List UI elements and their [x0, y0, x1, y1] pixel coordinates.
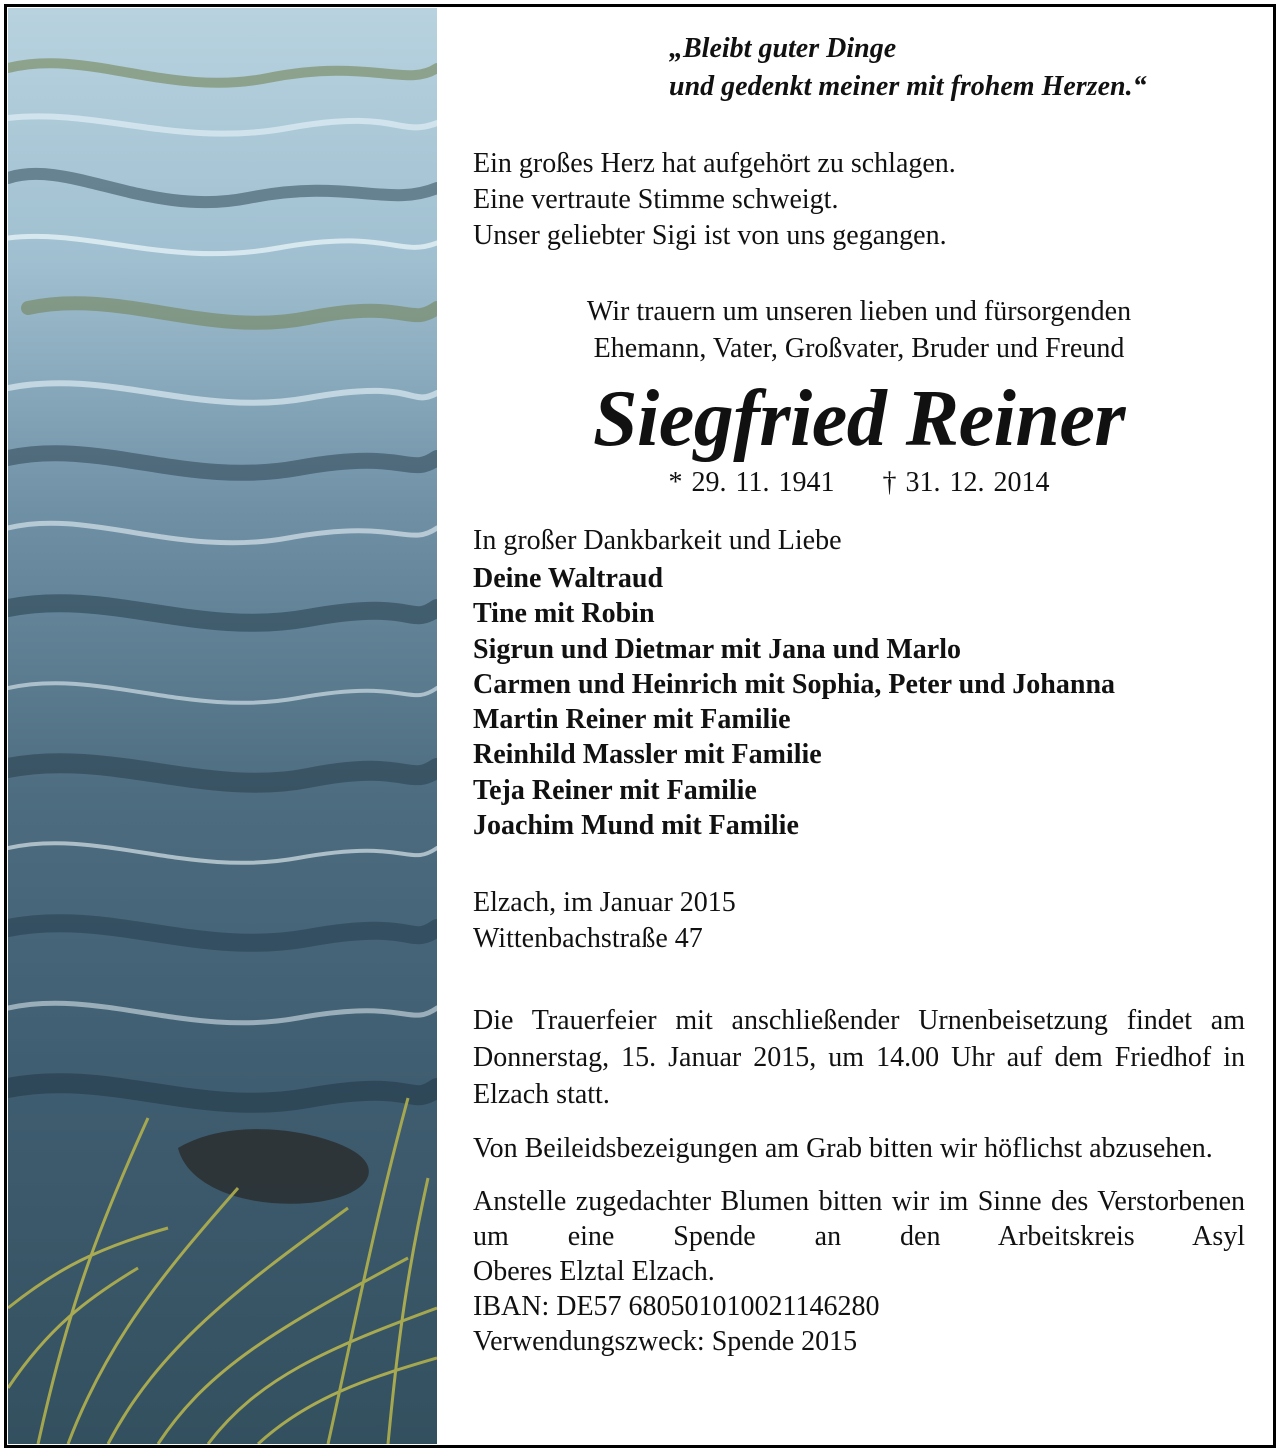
thanks-line: In großer Dankbarkeit und Liebe: [473, 525, 842, 556]
street-address: Wittenbachstraße 47: [473, 923, 703, 955]
family-member: Sigrun und Dietmar mit Jana und Marlo: [473, 633, 961, 665]
family-member: Teja Reiner mit Familie: [473, 774, 757, 806]
condolence-notice: Von Beileidsbezeigungen am Grab bitten wir höflichst abzusehen.: [473, 1133, 1213, 1165]
birth-date: * 29. 11. 1941: [668, 467, 835, 498]
mourning-line-2: Ehemann, Vater, Großvater, Bruder und Freund: [593, 333, 1125, 364]
donation-text: Anstelle zugedachter Blumen bitten wir im Sinne des Verstorbenen um eine Spende an den Arbeitskreis Asyl: [473, 1186, 1245, 1253]
intro-text: [473, 146, 1245, 254]
family-list: [473, 561, 1245, 843]
donation-notice: [473, 1184, 1245, 1359]
family-member: Tine mit Robin: [473, 598, 655, 630]
mourning-line-1: Wir trauern um unseren lieben und fürsorgenden: [586, 296, 1132, 327]
ceremony-notice: Die Trauerfeier mit anschließender Urnenbeisetzung findet am Donnerstag, 15. Januar 2015, um 14.00 Uhr auf dem Friedhof in Elzach statt.: [473, 1005, 1245, 1111]
life-dates: [473, 465, 1245, 501]
donation-last-line: Oberes Elztal Elzach.: [473, 1256, 715, 1288]
intro-line-1: Ein großes Herz hat aufgehört zu schlagen.: [473, 148, 956, 179]
family-member: Martin Reiner mit Familie: [473, 704, 791, 736]
family-member: Carmen und Heinrich mit Sophia, Peter und Johanna: [473, 668, 1116, 700]
water-photo: [8, 8, 437, 1444]
intro-line-2: Eine vertraute Stimme schweigt.: [473, 184, 839, 215]
family-member: Deine Waltraud: [473, 563, 664, 594]
intro-line-3: Unser geliebter Sigi ist von uns gegangen.: [473, 220, 947, 251]
place-and-address: [473, 885, 1245, 957]
family-member: Joachim Mund mit Familie: [473, 810, 799, 842]
deceased-name: Siegfried Reiner: [593, 375, 1125, 463]
motto-line-2: und gedenkt meiner mit frohem Herzen.“: [669, 71, 1147, 102]
donation-purpose: Verwendungszweck: Spende 2015: [473, 1326, 858, 1358]
family-member: Reinhild Massler mit Familie: [473, 739, 822, 771]
motto-quote: [669, 30, 1245, 106]
donation-iban: IBAN: DE57 680501010021146280: [473, 1291, 880, 1323]
death-date: † 31. 12. 2014: [882, 467, 1050, 498]
place-date: Elzach, im Januar 2015: [473, 887, 736, 919]
obituary-text: [473, 30, 1245, 1359]
mourning-text: [473, 293, 1245, 367]
motto-line-1: „Bleibt guter Dinge: [669, 33, 897, 64]
